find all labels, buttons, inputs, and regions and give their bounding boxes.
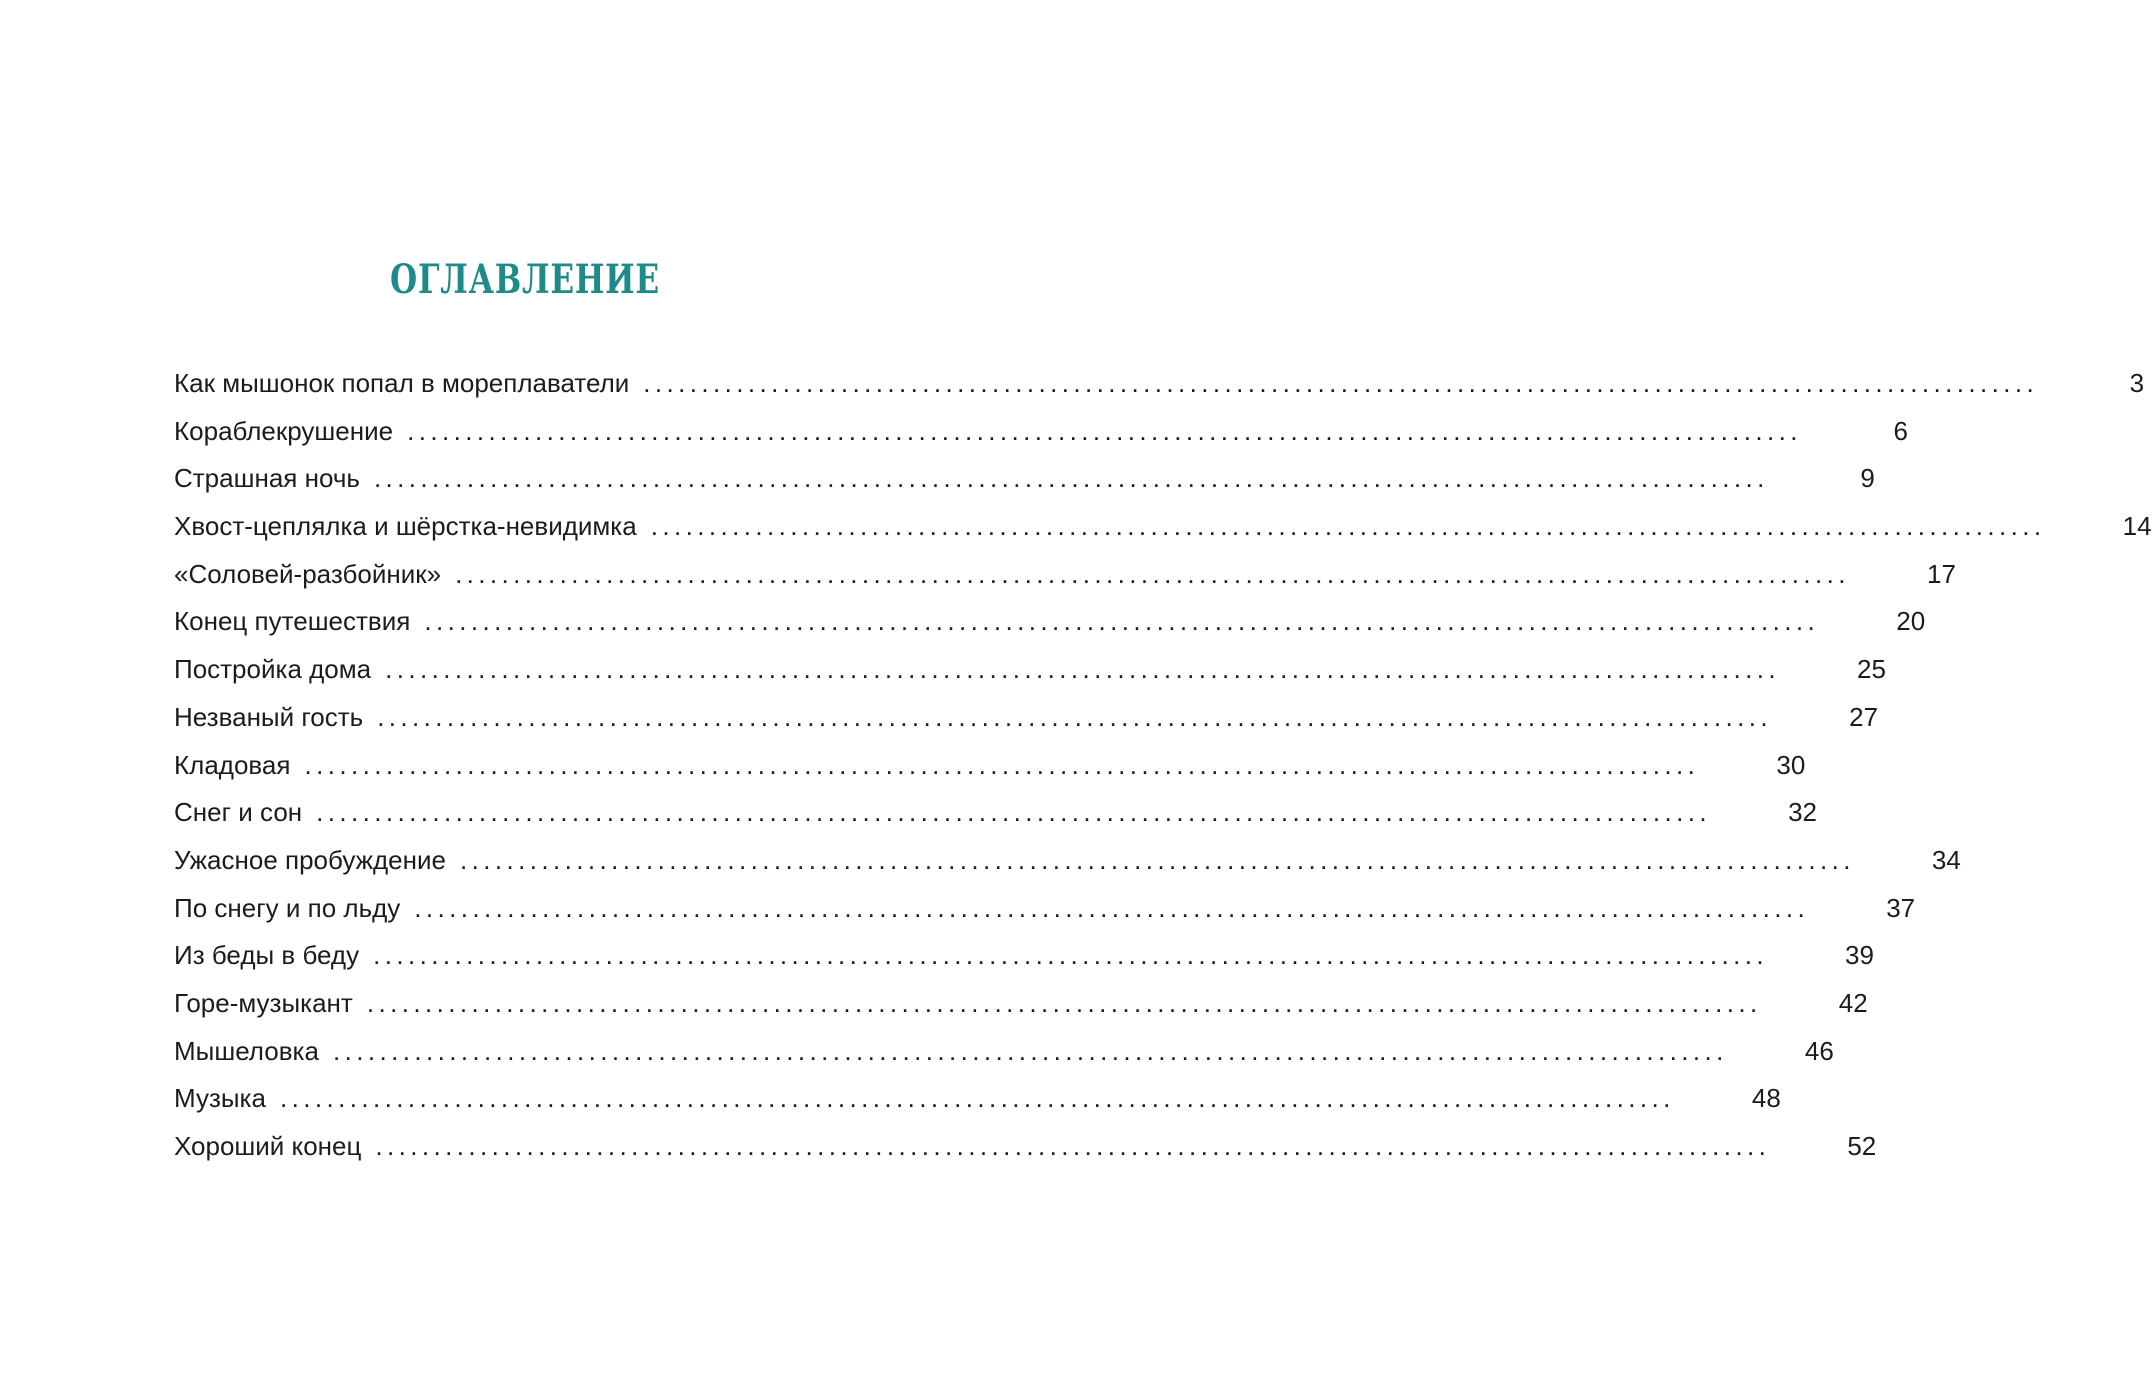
toc-entry-page: 39: [1845, 940, 1874, 971]
toc-entry-page: 42: [1838, 987, 1868, 1018]
toc-entry-page: 14: [2122, 511, 2152, 542]
toc-entry-title: Ужасное пробуждение: [174, 844, 446, 875]
toc-entry-page: 9: [1860, 463, 1875, 494]
toc-entry-page: 17: [1926, 558, 1956, 589]
toc-entry-title: По снегу и по льду: [174, 892, 401, 923]
toc-dot-leader: ........................................................................................................................: [304, 749, 1700, 780]
toc-entry: [174, 701, 1879, 750]
toc-entry-title: «Соловей-разбойник»: [174, 558, 442, 589]
table-of-contents: [174, 368, 2152, 1179]
toc-dot-leader: ........................................................................................................................: [385, 654, 1780, 685]
toc-entry: [174, 368, 2145, 416]
toc-dot-leader: ........................................................................................................................: [316, 797, 1712, 828]
toc-entry-page: 27: [1849, 701, 1879, 732]
toc-entry-page: 32: [1788, 797, 1818, 828]
toc-dot-leader: ........................................................................................................................: [414, 892, 1810, 923]
toc-entry: [174, 606, 1926, 654]
toc-entry-title: Незваный гость: [174, 701, 364, 732]
toc-entry-title: Горе-музыкант: [174, 987, 353, 1018]
toc-entry-title: Конец путешествия: [174, 606, 411, 637]
toc-entry: [174, 940, 1874, 988]
toc-dot-leader: ........................................................................................................................: [373, 463, 1769, 494]
toc-entry-title: Хвост-цеплялка и шёрстка-невидимка: [174, 511, 637, 542]
toc-dot-leader: ........................................................................................................................: [424, 606, 1820, 637]
toc-entry-title: Хороший конец: [174, 1131, 362, 1161]
toc-entry-title: Из беды в беду: [174, 940, 360, 971]
toc-entry-page: 46: [1804, 1035, 1834, 1066]
toc-entry-page: 52: [1847, 1131, 1877, 1161]
toc-entry-page: 6: [1893, 415, 1908, 446]
toc-entry-title: Постройка дома: [174, 654, 372, 685]
toc-entry: [174, 511, 2152, 559]
toc-entry-page: 48: [1751, 1083, 1781, 1114]
toc-entry: [174, 749, 1806, 798]
toc-dot-leader: ........................................................................................................................: [407, 415, 1802, 446]
toc-dot-leader: ........................................................................................................................: [377, 701, 1773, 732]
toc-dot-leader: ........................................................................................................................: [650, 511, 2046, 542]
toc-entry: [174, 1083, 1781, 1131]
toc-entry: [174, 1131, 1877, 1179]
toc-entry-page: 20: [1896, 606, 1926, 637]
toc-entry: [174, 654, 1886, 702]
toc-entry: [174, 415, 1908, 464]
toc-entry: [174, 797, 1818, 845]
toc-dot-leader: ........................................................................................................................: [332, 1035, 1728, 1066]
toc-entry: [174, 844, 1961, 893]
toc-entry-page: 34: [1931, 844, 1961, 875]
toc-entry: [174, 987, 1868, 1036]
toc-dot-leader: ........................................................................................................................: [643, 368, 2039, 398]
toc-entry-title: Как мышонок попал в мореплаватели: [174, 368, 630, 398]
toc-entry-page: 3: [2129, 368, 2145, 398]
toc-entry: [174, 892, 1916, 941]
toc-entry-page: 30: [1776, 749, 1806, 780]
toc-entry: [174, 558, 1956, 607]
toc-entry-page: 25: [1857, 654, 1886, 685]
toc-entry-title: Снег и сон: [174, 797, 303, 828]
toc-entry: [174, 463, 1875, 511]
toc-dot-leader: ........................................................................................................................: [373, 940, 1768, 971]
toc-dot-leader: ........................................................................................................................: [455, 558, 1850, 589]
toc-entry: [174, 1035, 1834, 1084]
toc-dot-leader: ........................................................................................................................: [366, 987, 1762, 1018]
toc-entry-title: Страшная ночь: [174, 463, 360, 494]
toc-entry-title: Музыка: [174, 1083, 266, 1114]
toc-dot-leader: ........................................................................................................................: [459, 844, 1855, 875]
toc-entry-title: Кладовая: [174, 749, 291, 780]
toc-entry-title: Мышеловка: [174, 1035, 319, 1066]
toc-dot-leader: ........................................................................................................................: [279, 1083, 1675, 1114]
page-title: ОГЛАВЛЕНИЕ: [389, 256, 661, 303]
toc-entry-page: 37: [1886, 892, 1916, 923]
toc-dot-leader: ........................................................................................................................: [375, 1131, 1771, 1161]
toc-entry-title: Кораблекрушение: [174, 415, 394, 446]
